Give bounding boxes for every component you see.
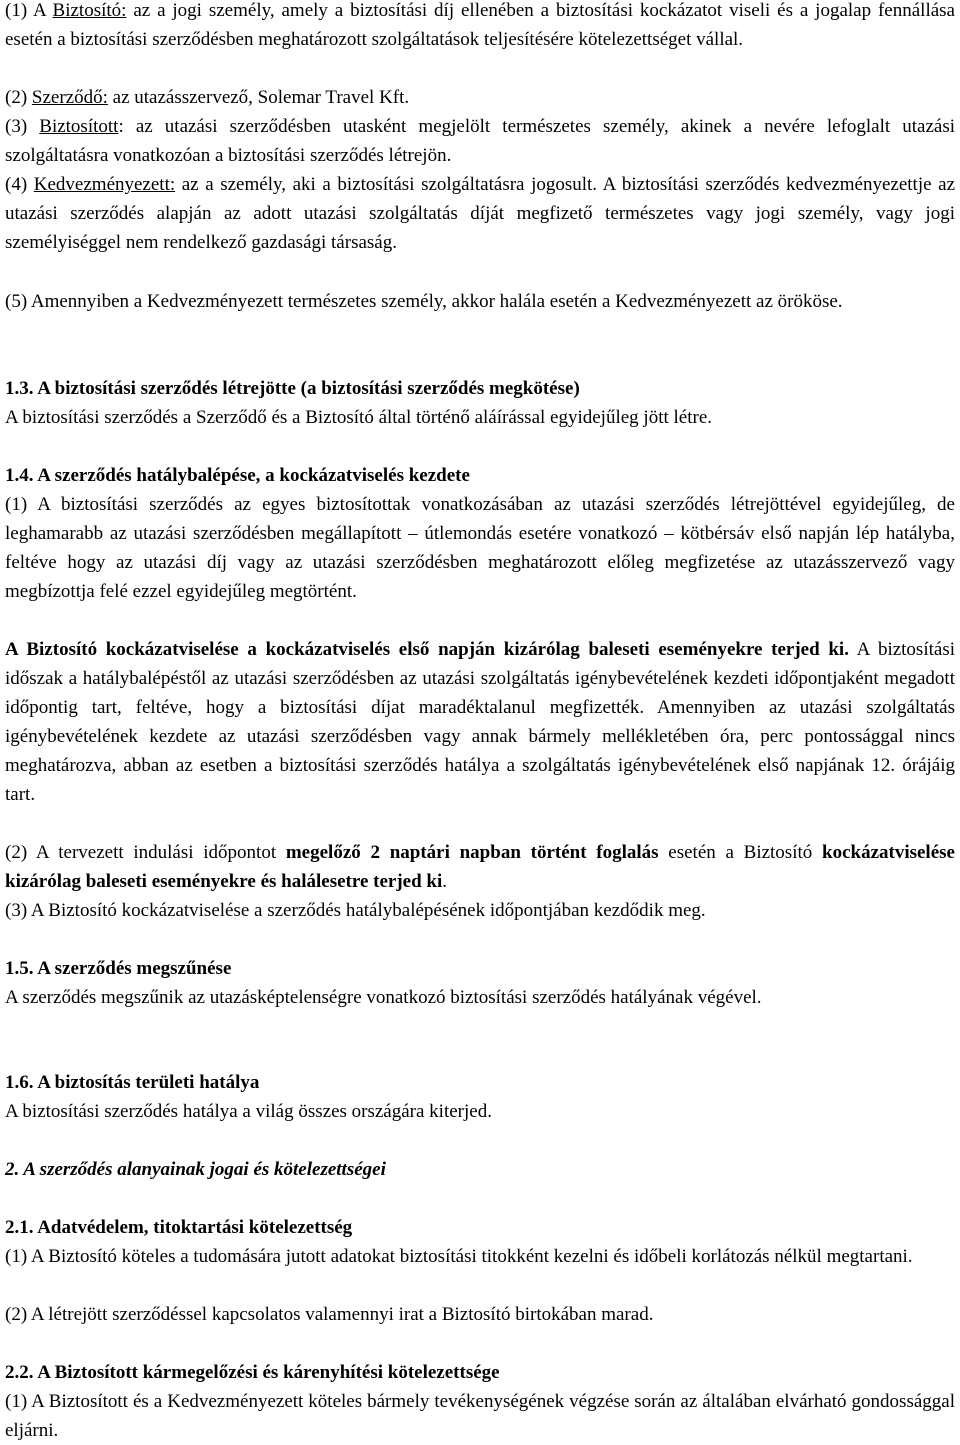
heading-2-1: 2.1. Adatvédelem, titoktartási kötelezettség: [5, 1217, 353, 1238]
definition-szerzodo: (2) Szerződő: az utazásszervező, Solemar Travel Kft.: [5, 87, 410, 108]
text-1-5: A szerződés megszűnik az utazásképtelenségre vonatkozó biztosítási szerződés hatályának végével.: [5, 987, 762, 1008]
heading-2: 2. A szerződés alanyainak jogai és kötelezettségei: [5, 1159, 386, 1180]
definition-kedvezmenyezett: (4) Kedvezményezett: az a személy, aki a biztosítási szolgáltatásra jogosult. A biztosítási szerződés kedvezményezettje az utazási szerződés alapján az adott utazási szolgáltatás díját megfizető természetes vagy jogi személy, vagy jogi személyiséggel nem rendelkező gazdasági társaság.: [5, 174, 956, 253]
heading-1-5: 1.5. A szerződés megszűnése: [5, 958, 232, 979]
heading-1-3: 1.3. A biztosítási szerződés létrejötte (a biztosítási szerződés megkötése): [5, 378, 580, 399]
heading-1-4: 1.4. A szerződés hatálybalépése, a kockázatviselés kezdete: [5, 465, 470, 486]
heading-1-6: 1.6. A biztosítás területi hatálya: [5, 1072, 260, 1093]
term-biztositott: Biztosított: [39, 116, 119, 137]
text-1-3: A biztosítási szerződés a Szerződő és a Biztosító által történő aláírással egyidejűleg jött létre.: [5, 407, 712, 428]
text-1-4-p1: (1) A biztosítási szerződés az egyes biztosítottak vonatkozásában az utazási szerződés létrejöttével egyidejűleg, de leghamarabb az utazási szerződésben megállapított – útlemondás esetére vonatkozó – kötbérsáv első napján lép hatályba, feltéve hogy az utazási díj vagy az utazási szerződésben meghatározott előleg megfizetése az utazásszervező vagy megbízottja felé ezzel egyidejűleg megtörtént.: [5, 494, 955, 602]
definition-biztositott: (3) Biztosított: az utazási szerződésben utasként megjelölt természetes személy, akinek a nevére lefoglalt utazási szolgáltatásra vonatkozóan a biztosítási szerződés létrejön.: [5, 116, 956, 166]
text-2-1-p2: (2) A létrejött szerződéssel kapcsolatos valamennyi irat a Biztosító birtokában marad.: [5, 1304, 654, 1325]
term-kedvezmenyezett: Kedvezményezett:: [33, 174, 176, 195]
text-1-6: A biztosítási szerződés hatálya a világ összes országára kiterjed.: [5, 1101, 492, 1122]
text-2-2-p1: (1) A Biztosított és a Kedvezményezett köteles bármely tevékenységének végzése során az általában elvárható gondossággal eljárni.: [5, 1391, 955, 1441]
text-2-1-p1: (1) A Biztosító köteles a tudomására jutott adatokat biztosítási titokként kezelni és időbeli korlátozás nélkül megtartani.: [5, 1246, 913, 1267]
term-biztosito: Biztosító:: [52, 0, 127, 21]
text-1-4-p3: (2) A tervezett indulási időpontot megelőző 2 naptári napban történt foglalás esetén a Biztosító kockázatviselése kizárólag baleseti eseményekre és halálesetre terjed ki.: [5, 842, 955, 892]
heading-2-2: 2.2. A Biztosított kármegelőzési és kárenyhítési kötelezettsége: [5, 1362, 500, 1383]
definition-biztosito: (1) A Biztosító: az a jogi személy, amely a biztosítási díj ellenében a biztosítási kockázatot viseli és a jogalap fennállása esetén a biztosítási szerződésben meghatározott szolgáltatások teljesítésére kötelezettséget vállal.: [5, 0, 955, 50]
text-1-4-p4: (3) A Biztosító kockázatviselése a szerződés hatálybalépésének időpontjában kezdődik meg.: [5, 900, 706, 921]
term-szerzodo: Szerződő:: [31, 87, 108, 108]
text-1-4-p2: A Biztosító kockázatviselése a kockázatviselés első napján kizárólag baleseti eseményekre terjed ki. A biztosítási időszak a hatálybalépéstől az utazási szerződésben az utazási szolgáltatás igénybevételének kezdeti időpontjaként megadott időpontig tart, feltéve, hogy a biztosítási díjat maradéktalanul megfizették. Amennyiben az utazási szolgáltatás igénybevételének kezdete az utazási szerződésben vagy annak bármely mellékletében óra, perc pontossággal nincs meghatározva, abban az esetben a biztosítási szerződés hatálya a szolgáltatás igénybevételének első napjának 12. órájáig tart.: [5, 639, 955, 805]
definition-orokos: (5) Amennyiben a Kedvezményezett természetes személy, akkor halála esetén a Kedvezményezett az örököse.: [5, 291, 843, 312]
